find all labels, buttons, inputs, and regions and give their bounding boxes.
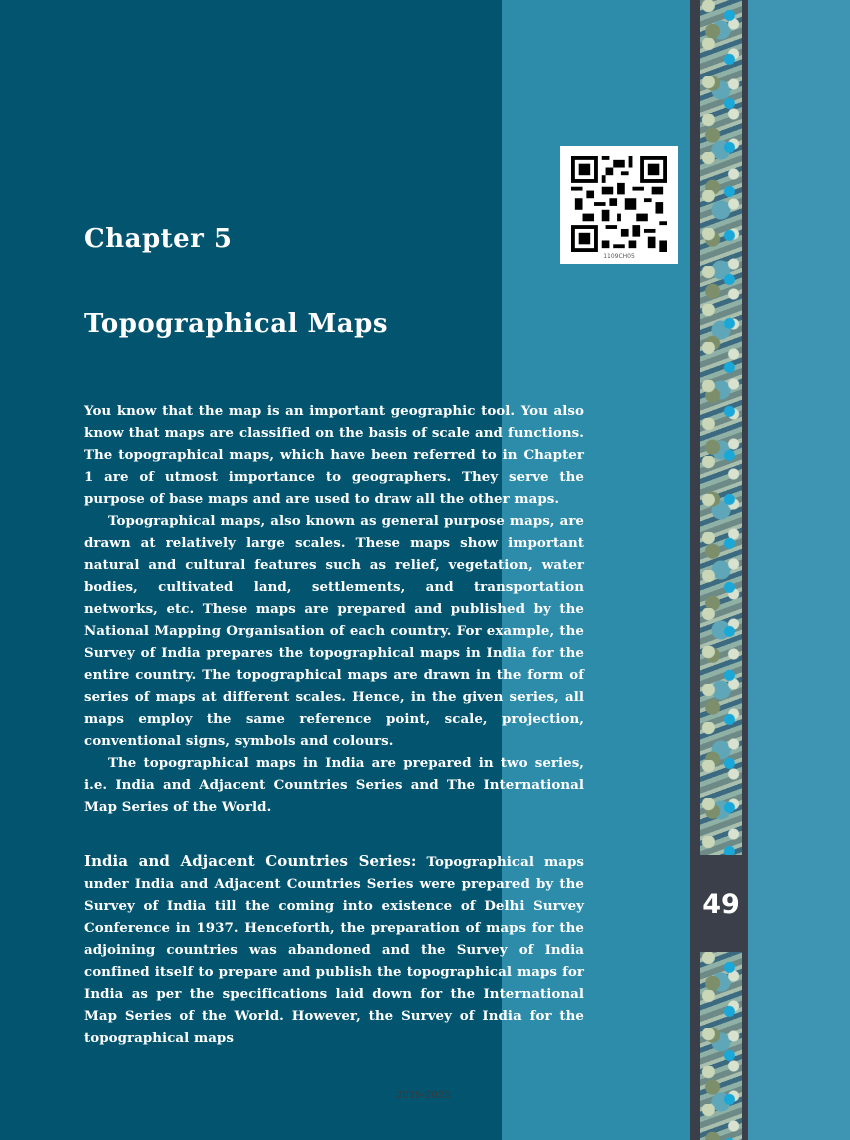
section-india-adjacent-countries xyxy=(84,850,584,1049)
footer-year: 2019-2020 xyxy=(396,1090,451,1101)
paragraph-topographical-maps: Topographical maps, also known as general purpose maps, are drawn at relatively large scales. These maps show important natural and cultural features such as relief, vegetation, water bodies, cultivated land, settlements, and transportation networks, etc. These maps are prepared and published by the National Mapping Organisation of each country. For example, the Survey of India prepares the topographical maps in India for the entire country. The topographical maps are drawn in the form of series of maps at different scales. Hence, in the given series, all maps employ the same reference point, scale, projection, conventional signs, symbols and colours. xyxy=(84,513,584,749)
chapter-label: Chapter 5 xyxy=(84,224,233,254)
qr-code[interactable] xyxy=(560,146,678,264)
qr-code-icon xyxy=(571,156,667,252)
satellite-image-strip-lower xyxy=(700,952,742,1140)
paragraph-intro: You know that the map is an important geographic tool. You also know that maps are classified on the basis of scale and functions. The topographical maps, which have been referred to in Chapter 1 are of utmost importance to geographers. They serve the purpose of base maps and are used to draw all the other maps. xyxy=(84,403,584,507)
chapter-title: Topographical Maps xyxy=(84,309,388,339)
satellite-image-strip xyxy=(700,0,742,855)
page-number: 49 xyxy=(702,888,740,920)
section-heading: India and Adjacent Countries Series: xyxy=(84,852,417,870)
chapter-body xyxy=(84,400,584,1049)
section-text: Topographical maps under India and Adjacent Countries Series were prepared by the Survey of India till the coming into existence of Delhi Survey Conference in 1937. Henceforth, the preparation of maps for the adjoining countries was abandoned and the Survey of India confined itself to prepare and publish the topographical maps for India as per the specifications laid down for the International Map Series of the World. However, the Survey of India for the topographical maps xyxy=(84,854,584,1046)
qr-code-caption: 1109CH05 xyxy=(603,253,635,260)
paragraph-map-series: The topographical maps in India are prepared in two series, i.e. India and Adjacent Countries Series and The International Map Series of the World. xyxy=(84,755,584,815)
